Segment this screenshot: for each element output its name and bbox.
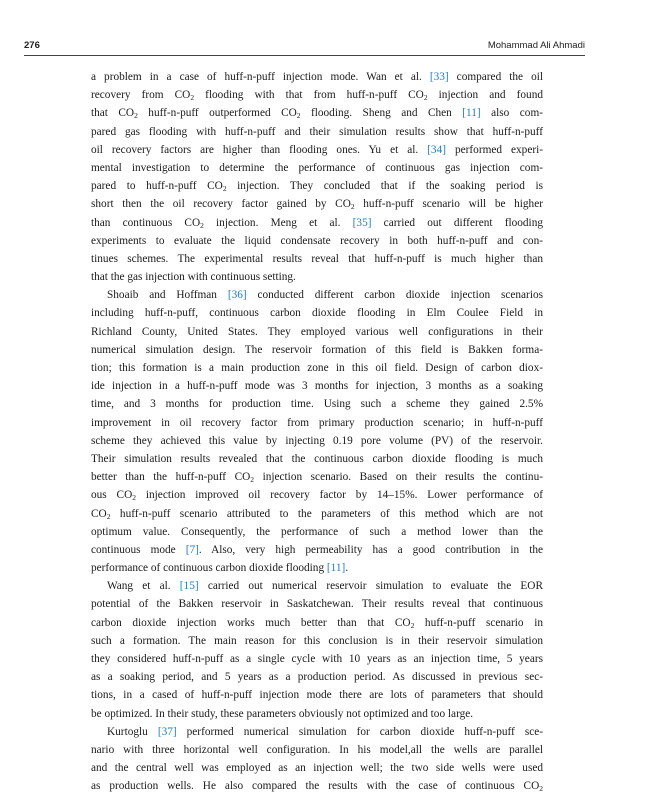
text-run: injection and found: [427, 89, 543, 102]
subscript: 2: [106, 511, 111, 521]
text-run: ous CO: [91, 489, 133, 502]
text-run: injection scenario. Based on their results the continu-: [254, 471, 543, 484]
text-line: [91, 232, 543, 250]
text-line: [91, 414, 543, 432]
text-run: Wang et al.: [107, 580, 180, 593]
subscript: 2: [410, 620, 415, 630]
text-line: [91, 268, 543, 286]
subscript: 2: [222, 184, 227, 194]
text-line: [91, 432, 543, 450]
text-line: [91, 341, 543, 359]
text-run: as a soaking period, and 5 years as a production period. As discussed in previous sec-: [91, 671, 543, 684]
subscript: 2: [190, 93, 195, 103]
text-line: [91, 595, 543, 613]
citation-link[interactable]: [11]: [462, 107, 481, 120]
text-run: tinues schemes. The experimental results reveal that huff-n-puff is much higher than: [91, 252, 543, 265]
text-run: optimum value. Consequently, the performance of such a method lower than the: [91, 525, 543, 538]
text-line: [91, 723, 543, 741]
subscript: 2: [423, 93, 428, 103]
text-run: Shoaib and Hoffman: [107, 289, 228, 302]
text-run: nario with three horizontal well configuration. In his model,all the wells are parallel: [91, 743, 543, 756]
text-line: [91, 486, 543, 504]
text-run: .: [345, 562, 349, 575]
text-run: including huff-n-puff, continuous carbon dioxide flooding in Elm Coulee Field in: [91, 307, 543, 320]
text-line: [91, 777, 543, 795]
subscript: 2: [250, 475, 255, 485]
text-run: performed numerical simulation for carbon dioxide huff-n-puff sce-: [176, 725, 544, 738]
text-line: [91, 141, 543, 159]
text-run: and the central well was employed as an injection well; the two side wells were used: [91, 762, 543, 775]
text-run: injection improved oil recovery factor by 14–15%. Lower performance of: [136, 489, 543, 502]
text-run: compared the oil: [448, 71, 543, 83]
text-run: Richland County, United States. They employed various well configurations in their: [91, 325, 543, 338]
text-run: scheme they achieved this value by injecting 0.19 pore volume (PV) of the reservoir.: [91, 434, 543, 447]
text-run: huff-n-puff scenario will be higher: [354, 198, 543, 211]
text-run: conducted different carbon dioxide injection scenarios: [246, 289, 543, 302]
text-run: Their simulation results revealed that the continuous carbon dioxide flooding is much: [91, 452, 543, 465]
text-run: time, and 3 months for production time. Using such a scheme they gained 2.5%: [91, 398, 543, 411]
text-line: [91, 505, 543, 523]
text-run: pared gas flooding with huff-n-puff and their simulation results show that huff-n-puff: [91, 125, 543, 138]
citation-link[interactable]: [11]: [326, 562, 346, 575]
text-run: tion; this formation is a main production zone in this oil field. Design of carbon diox-: [91, 362, 543, 374]
text-line: [91, 177, 543, 195]
running-header: [24, 40, 585, 56]
text-run: than continuous CO: [91, 216, 201, 229]
text-line: [91, 86, 543, 104]
text-line: [91, 250, 543, 268]
text-run: that CO: [91, 107, 135, 120]
text-run: mental investigation to determine the performance of continuous gas injection com-: [91, 161, 543, 174]
text-line: [91, 104, 543, 122]
text-run: also com-: [480, 107, 543, 120]
text-line: [91, 286, 543, 304]
text-line: [91, 668, 543, 686]
text-line: [91, 159, 543, 177]
citation-link[interactable]: [35]: [352, 216, 372, 229]
text-run: they considered huff-n-puff as a single cycle with 10 years as an injection time, 5 years: [91, 653, 543, 665]
text-line: [91, 650, 543, 668]
text-run: carried out different flooding: [371, 216, 543, 229]
text-run: injection. They concluded that if the soaking period is: [226, 180, 543, 193]
text-line: [91, 541, 543, 559]
text-line: [91, 614, 543, 632]
text-line: [91, 359, 543, 377]
text-run: a problem in a case of huff-n-puff injection mode. Wan et al.: [91, 71, 430, 83]
text-line: [91, 468, 543, 486]
text-line: [91, 450, 543, 468]
text-line: [91, 705, 543, 723]
subscript: 2: [132, 493, 137, 503]
body-text: [91, 68, 543, 796]
text-run: flooding. Sheng and Chen: [300, 107, 463, 120]
text-run: recovery from CO: [91, 89, 191, 102]
text-line: [91, 686, 543, 704]
subscript: 2: [350, 202, 355, 212]
text-run: carbon dioxide injection works much better than that CO: [91, 616, 411, 629]
citation-link[interactable]: [7]: [185, 543, 199, 556]
page-number: 276: [24, 40, 40, 51]
citation-link[interactable]: [37]: [157, 725, 177, 738]
text-run: oil recovery factors are higher than flooding ones. Yu et al.: [91, 143, 428, 156]
text-run: be optimized. In their study, these parameters obviously not optimized and too large.: [91, 707, 474, 720]
running-head-author: Mohammad Ali Ahmadi: [487, 40, 585, 51]
subscript: 2: [296, 111, 301, 121]
text-line: [91, 304, 543, 322]
text-run: tions, in a cased of huff-n-puff injection mode there are lots of parameters that should: [91, 689, 543, 702]
text-run: performance of continuous carbon dioxide flooding: [91, 562, 327, 575]
text-line: [91, 68, 543, 86]
text-line: [91, 123, 543, 141]
text-line: [91, 632, 543, 650]
text-line: [91, 377, 543, 395]
text-run: experiments to evaluate the liquid condensate recovery in both huff-n-puff and con-: [91, 234, 543, 247]
text-run: injection. Meng et al.: [203, 216, 353, 229]
text-run: better than the huff-n-puff CO: [91, 471, 251, 484]
subscript: 2: [134, 111, 138, 121]
text-line: [91, 741, 543, 759]
header-rule: [24, 55, 585, 56]
text-run: performed experi-: [446, 143, 543, 156]
text-run: carried out numerical reservoir simulation to evaluate the EOR: [198, 580, 544, 593]
text-line: [91, 523, 543, 541]
text-run: huff-n-puff scenario in: [414, 616, 543, 629]
text-run: short then the oil recovery factor gained by CO: [91, 198, 351, 211]
text-run: continuous mode: [91, 543, 186, 556]
citation-link[interactable]: [15]: [179, 580, 199, 593]
subscript: 2: [200, 220, 204, 230]
text-run: huff-n-puff outperformed CO: [137, 107, 297, 120]
citation-link[interactable]: [34]: [427, 143, 446, 156]
subscript: 2: [539, 784, 543, 794]
citation-link[interactable]: [36]: [227, 289, 247, 302]
text-run: as production wells. He also compared the results with the case of continuous CO: [91, 780, 540, 793]
text-run: numerical simulation design. The reservoir formation of this field is Bakken forma-: [91, 343, 543, 356]
text-run: huff-n-puff scenario attributed to the parameters of this method which are not: [110, 507, 543, 520]
text-run: that the gas injection with continuous setting.: [91, 271, 296, 284]
text-run: . Also, very high permeability has a good contribution in the: [198, 543, 543, 556]
text-line: [91, 759, 543, 777]
text-run: pared to huff-n-puff CO: [91, 180, 223, 193]
text-line: [91, 577, 543, 595]
text-run: CO: [91, 507, 107, 520]
text-line: [91, 195, 543, 213]
text-run: such a formation. The main reason for this conclusion is in their reservoir simulation: [91, 634, 543, 647]
text-run: Kurtoglu: [107, 725, 158, 738]
text-run: potential of the Bakken reservoir in Saskatchewan. Their results reveal that continuous: [91, 598, 543, 611]
text-run: ide injection in a huff-n-puff mode was 3 months for injection, 3 months as a soaking: [91, 380, 543, 393]
text-line: [91, 395, 543, 413]
text-run: flooding with that from huff-n-puff CO: [194, 89, 424, 102]
text-line: [91, 323, 543, 341]
text-run: improvement in oil recovery factor from primary production scenario; in huff-n-puff: [91, 416, 543, 429]
text-line: [91, 214, 543, 232]
text-line: [91, 559, 543, 577]
citation-link[interactable]: [33]: [429, 71, 449, 83]
